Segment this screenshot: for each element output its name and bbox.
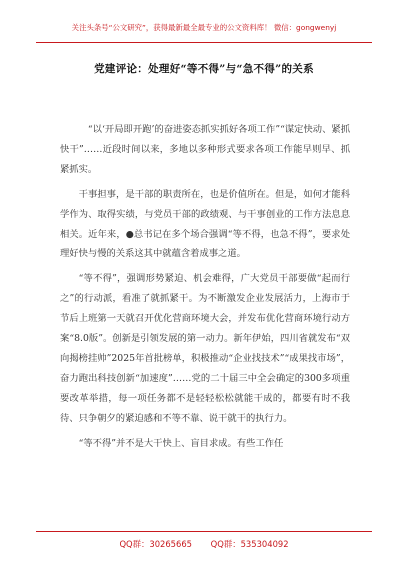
paragraph-2: 干事担事，是干部的职责所在，也是价值所在。但是，如何才能科学作为、取得实绩，与党员干部的政绩观、与干事创业的工作方法息息相关。近年来，●总书记在多个场合强调“等不得，也急不得”，要求处理好快与慢的关系这其中就蕴含着成事之道。 [60,188,350,260]
paragraph-3: “等不得”，强调形势紧迫、机会难得，广大党员干部要做“起而行之”的行动派，看准了就抓紧干。为不断激发企业发展活力，上海市于节后上班第一天就召开优化营商环境大会，并发布优化营商环境行动方案“8.0版”。创新是引领发展的第一动力。新年伊始，四川省就发布“双向揭榜挂帅”2025年首批榜单，积极推动“企业找技术”“成果找市场”，奋力跑出科技创新“加速度”……党的二十届三中全会确定的300多项重要改革举措，每一项任务都不是轻轻松松就能干成的，都要有时不我待、只争朝夕的紧迫感和不等不靠、说干就干的执行力。 [60,273,350,424]
header-banner: 关注头条号“公文研究”，获得最新最全最专业的公文资料库！ 微信：gongwenyj [71,23,337,32]
footer-qq-group-1: QQ群：30265665 [119,539,192,549]
document-title: 党建评论：处理好“等不得”与“急不得”的关系 [94,63,314,75]
document-body [60,120,350,459]
paragraph-4: “等不得”并不是大干快上、盲目求成。有些工作任 [78,437,284,449]
footer-divider [36,531,372,532]
paragraph-1: “以‘开局即开跑’的奋进姿态抓实抓好各项工作”“谋定快动、紧抓快干”……近段时间以来，多地以多种形式要求各项工作能早则早、抓紧抓实。 [60,124,350,175]
footer-banner [0,538,408,550]
header-divider [36,42,372,43]
footer-qq-group-2: QQ群：535304092 [210,539,289,549]
